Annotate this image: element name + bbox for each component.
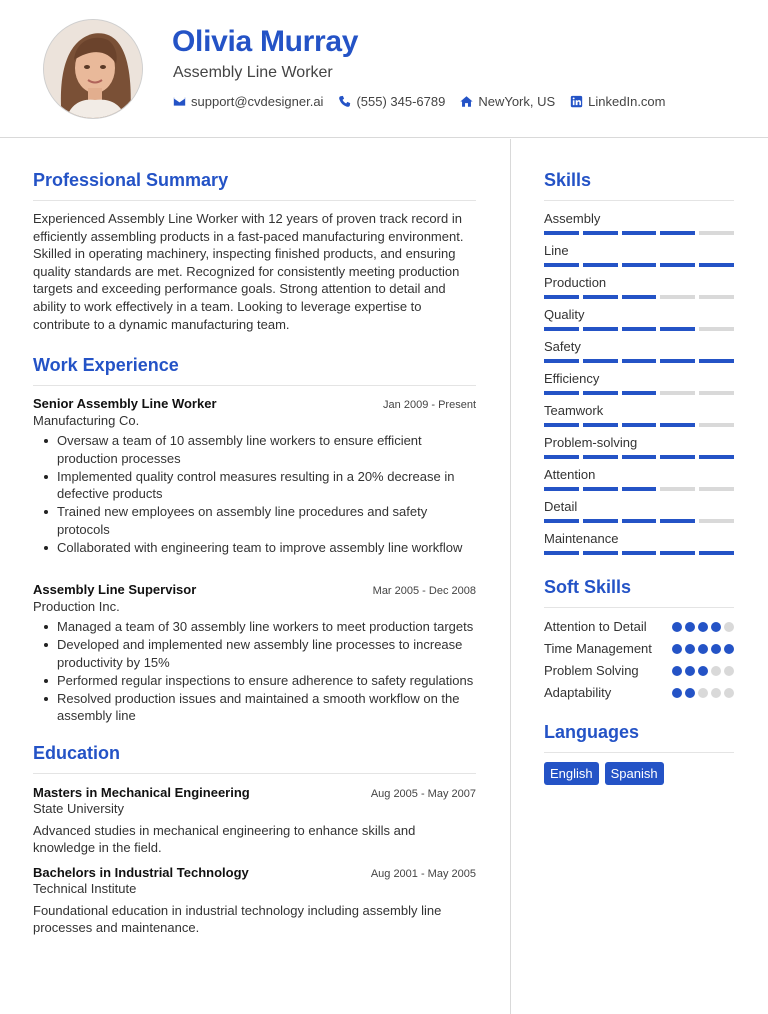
rating-dot — [724, 622, 734, 632]
soft-skill-name: Attention to Detail — [544, 619, 647, 634]
skill-level-segment — [583, 519, 618, 523]
skill-level-segment — [660, 551, 695, 555]
skill-level-segment — [583, 487, 618, 491]
rating-dot — [724, 666, 734, 676]
soft-skill-item — [544, 662, 734, 680]
skill-level-segment — [544, 263, 579, 267]
job-company: Production Inc. — [33, 599, 120, 615]
bullet-item: Developed and implemented new assembly line processes to increase productivity by 15% — [33, 636, 476, 671]
skill-item — [544, 435, 734, 459]
rating-dot — [724, 644, 734, 654]
skill-level-segment — [660, 359, 695, 363]
skill-level-segment — [583, 423, 618, 427]
phone-icon — [338, 95, 351, 108]
rating-dot — [685, 622, 695, 632]
skill-level-bar — [544, 551, 734, 555]
languages-title: Languages — [544, 722, 734, 753]
skill-level-bar — [544, 295, 734, 299]
skill-name: Production — [544, 275, 607, 290]
education-section — [33, 743, 476, 937]
envelope-icon — [173, 95, 186, 108]
skill-name: Line — [544, 243, 569, 258]
bullet-item: Oversaw a team of 10 assembly line workers to ensure efficient production processes — [33, 432, 476, 467]
email-text: support@cvdesigner.ai — [191, 94, 324, 109]
job-company: Manufacturing Co. — [33, 413, 140, 429]
skills-section — [544, 170, 734, 555]
skill-level-segment — [622, 551, 657, 555]
rating-dot — [685, 688, 695, 698]
contact-phone[interactable] — [338, 94, 445, 109]
bullet-item: Trained new employees on assembly line procedures and safety protocols — [33, 503, 476, 538]
soft-skill-name: Problem Solving — [544, 663, 639, 678]
job-header — [33, 396, 476, 411]
soft-skill-rating — [672, 644, 734, 654]
skill-item — [544, 275, 734, 299]
education-desc: Advanced studies in mechanical engineering to enhance skills and knowledge in the field. — [33, 822, 416, 856]
skill-level-segment — [622, 423, 657, 427]
education-date: Aug 2005 - May 2007 — [370, 787, 476, 800]
soft-skills-title: Soft Skills — [544, 577, 734, 608]
job-bullets — [33, 432, 476, 556]
job-entry — [33, 582, 476, 725]
rating-dot — [698, 622, 708, 632]
contact-bar — [173, 94, 681, 109]
rating-dot — [724, 688, 734, 698]
skill-name: Quality — [544, 307, 585, 322]
skill-level-segment — [660, 423, 695, 427]
skill-item — [544, 307, 734, 331]
bullet-item: Implemented quality control measures resulting in a 20% decrease in defective products — [33, 468, 476, 503]
skill-level-segment — [622, 263, 657, 267]
skill-item — [544, 211, 734, 235]
profile-photo — [43, 19, 143, 119]
skill-level-segment — [699, 359, 734, 363]
skill-item — [544, 371, 734, 395]
degree-title: Masters in Mechanical Engineering — [33, 784, 250, 800]
education-desc: Foundational education in industrial technology including assembly line processes and maintenance. — [33, 902, 442, 936]
skill-item — [544, 499, 734, 523]
skill-item — [544, 339, 734, 363]
rating-dot — [711, 688, 721, 698]
skill-level-bar — [544, 359, 734, 363]
skill-level-segment — [622, 295, 657, 299]
skill-level-segment — [544, 423, 579, 427]
skill-level-segment — [699, 295, 734, 299]
skill-level-segment — [699, 487, 734, 491]
skill-level-segment — [583, 327, 618, 331]
main-column — [33, 170, 476, 945]
home-icon — [460, 95, 473, 108]
job-title: Assembly Line Supervisor — [33, 582, 197, 598]
school-name: Technical Institute — [33, 880, 137, 896]
contact-linkedin[interactable] — [570, 94, 665, 109]
skill-level-segment — [660, 231, 695, 235]
school-name: State University — [33, 800, 125, 816]
rating-dot — [685, 666, 695, 676]
skill-level-segment — [583, 359, 618, 363]
rating-dot — [672, 644, 682, 654]
skill-level-segment — [544, 391, 579, 395]
skill-name: Efficiency — [544, 371, 600, 386]
skill-level-segment — [660, 295, 695, 299]
skill-name: Safety — [544, 339, 581, 354]
skill-level-segment — [583, 391, 618, 395]
experience-title: Work Experience — [33, 355, 476, 386]
skill-level-segment — [699, 327, 734, 331]
soft-skill-item — [544, 618, 734, 636]
skill-level-segment — [660, 263, 695, 267]
rating-dot — [698, 644, 708, 654]
contact-email[interactable] — [173, 94, 323, 109]
column-divider — [510, 139, 511, 1014]
skill-name: Assembly — [544, 211, 601, 226]
skill-level-bar — [544, 263, 734, 267]
job-date: Mar 2005 - Dec 2008 — [372, 585, 476, 598]
skill-level-segment — [699, 519, 734, 523]
bullet-item: Collaborated with engineering team to improve assembly line workflow — [33, 539, 476, 557]
skill-level-segment — [544, 295, 579, 299]
portrait-image — [44, 20, 143, 119]
location-text: NewYork, US — [478, 94, 556, 109]
skill-level-segment — [583, 295, 618, 299]
job-list — [33, 396, 476, 725]
skill-level-bar — [544, 327, 734, 331]
language-badge: Spanish — [605, 762, 664, 785]
skill-level-segment — [660, 391, 695, 395]
skill-level-bar — [544, 487, 734, 491]
linkedin-text: LinkedIn.com — [588, 94, 666, 109]
skills-list — [544, 211, 734, 555]
rating-dot — [672, 622, 682, 632]
skill-level-segment — [583, 551, 618, 555]
skill-level-segment — [622, 327, 657, 331]
job-entry — [33, 396, 476, 556]
rating-dot — [672, 666, 682, 676]
resume-header — [0, 0, 768, 138]
skill-level-segment — [583, 263, 618, 267]
skill-level-segment — [583, 231, 618, 235]
skill-level-segment — [544, 455, 579, 459]
skill-name: Problem-solving — [544, 435, 638, 450]
soft-skill-item — [544, 640, 734, 658]
skill-item — [544, 243, 734, 267]
contact-location — [460, 94, 555, 109]
skill-level-segment — [699, 391, 734, 395]
skill-level-segment — [544, 359, 579, 363]
rating-dot — [711, 644, 721, 654]
soft-skill-rating — [672, 688, 734, 698]
education-entry — [33, 785, 476, 857]
skill-name: Detail — [544, 499, 578, 514]
soft-skill-name: Time Management — [544, 641, 652, 656]
skill-level-segment — [544, 551, 579, 555]
phone-text: (555) 345-6789 — [356, 94, 446, 109]
skill-item — [544, 531, 734, 555]
job-bullets — [33, 618, 476, 725]
side-column — [544, 170, 734, 785]
soft-skill-name: Adaptability — [544, 685, 612, 700]
bullet-item: Performed regular inspections to ensure adherence to safety regulations — [33, 672, 476, 690]
rating-dot — [698, 688, 708, 698]
degree-title: Bachelors in Industrial Technology — [33, 864, 249, 880]
skill-level-bar — [544, 455, 734, 459]
skill-name: Attention — [544, 467, 596, 482]
language-badge: English — [544, 762, 599, 785]
education-header — [33, 785, 476, 800]
skill-name: Maintenance — [544, 531, 619, 546]
skills-title: Skills — [544, 170, 734, 201]
skill-level-segment — [660, 519, 695, 523]
rating-dot — [711, 622, 721, 632]
soft-skill-item — [544, 684, 734, 702]
bullet-item: Managed a team of 30 assembly line workers to meet production targets — [33, 618, 476, 636]
skill-level-segment — [622, 487, 657, 491]
skill-level-segment — [622, 231, 657, 235]
skill-item — [544, 403, 734, 427]
skill-level-bar — [544, 423, 734, 427]
rating-dot — [711, 666, 721, 676]
summary-title: Professional Summary — [33, 170, 476, 201]
bullet-item: Resolved production issues and maintained a smooth workflow on the assembly line — [33, 690, 476, 725]
candidate-name: Olivia Murray — [172, 25, 359, 58]
skill-level-segment — [544, 231, 579, 235]
rating-dot — [685, 644, 695, 654]
skill-level-segment — [660, 455, 695, 459]
skill-level-segment — [699, 423, 734, 427]
languages-section — [544, 722, 734, 785]
job-date: Jan 2009 - Present — [383, 399, 476, 412]
skill-level-segment — [699, 263, 734, 267]
skill-level-segment — [660, 487, 695, 491]
skill-item — [544, 467, 734, 491]
skill-level-segment — [622, 455, 657, 459]
education-date: Aug 2001 - May 2005 — [370, 867, 476, 880]
skill-level-bar — [544, 231, 734, 235]
rating-dot — [698, 666, 708, 676]
language-list — [544, 762, 734, 785]
rating-dot — [672, 688, 682, 698]
job-header — [33, 582, 476, 597]
skill-level-bar — [544, 519, 734, 523]
linkedin-icon — [570, 95, 583, 108]
skill-level-segment — [699, 455, 734, 459]
experience-section — [33, 355, 476, 725]
skill-level-segment — [544, 327, 579, 331]
summary-section — [33, 170, 476, 333]
soft-skill-rating — [672, 666, 734, 676]
education-header — [33, 865, 476, 880]
job-title: Senior Assembly Line Worker — [33, 396, 217, 412]
education-entry — [33, 865, 476, 937]
soft-skill-rating — [672, 622, 734, 632]
skill-level-bar — [544, 391, 734, 395]
summary-text: Experienced Assembly Line Worker with 12 years of proven track record in efficiently assembling products in a fast-paced manufacturing environment. Skilled in operating machinery, inspecting finished products, and ensuring quality standards are met. Recognized for consistently meeting production targets and exceeding performance goals. Strong attention to detail and ability to work effectively in a team. Looking to leverage expertise to contribute to a dynamic manufacturing team. — [33, 211, 464, 332]
candidate-role: Assembly Line Worker — [173, 64, 333, 81]
skill-level-segment — [622, 519, 657, 523]
skill-level-segment — [544, 519, 579, 523]
skill-level-segment — [699, 551, 734, 555]
skill-level-segment — [622, 359, 657, 363]
skill-level-segment — [699, 231, 734, 235]
soft-skills-section — [544, 577, 734, 702]
skill-level-segment — [660, 327, 695, 331]
skill-level-segment — [583, 455, 618, 459]
skill-level-segment — [622, 391, 657, 395]
skill-name: Teamwork — [544, 403, 604, 418]
soft-skills-list — [544, 618, 734, 702]
education-list — [33, 785, 476, 937]
skill-level-segment — [544, 487, 579, 491]
education-title: Education — [33, 743, 476, 774]
